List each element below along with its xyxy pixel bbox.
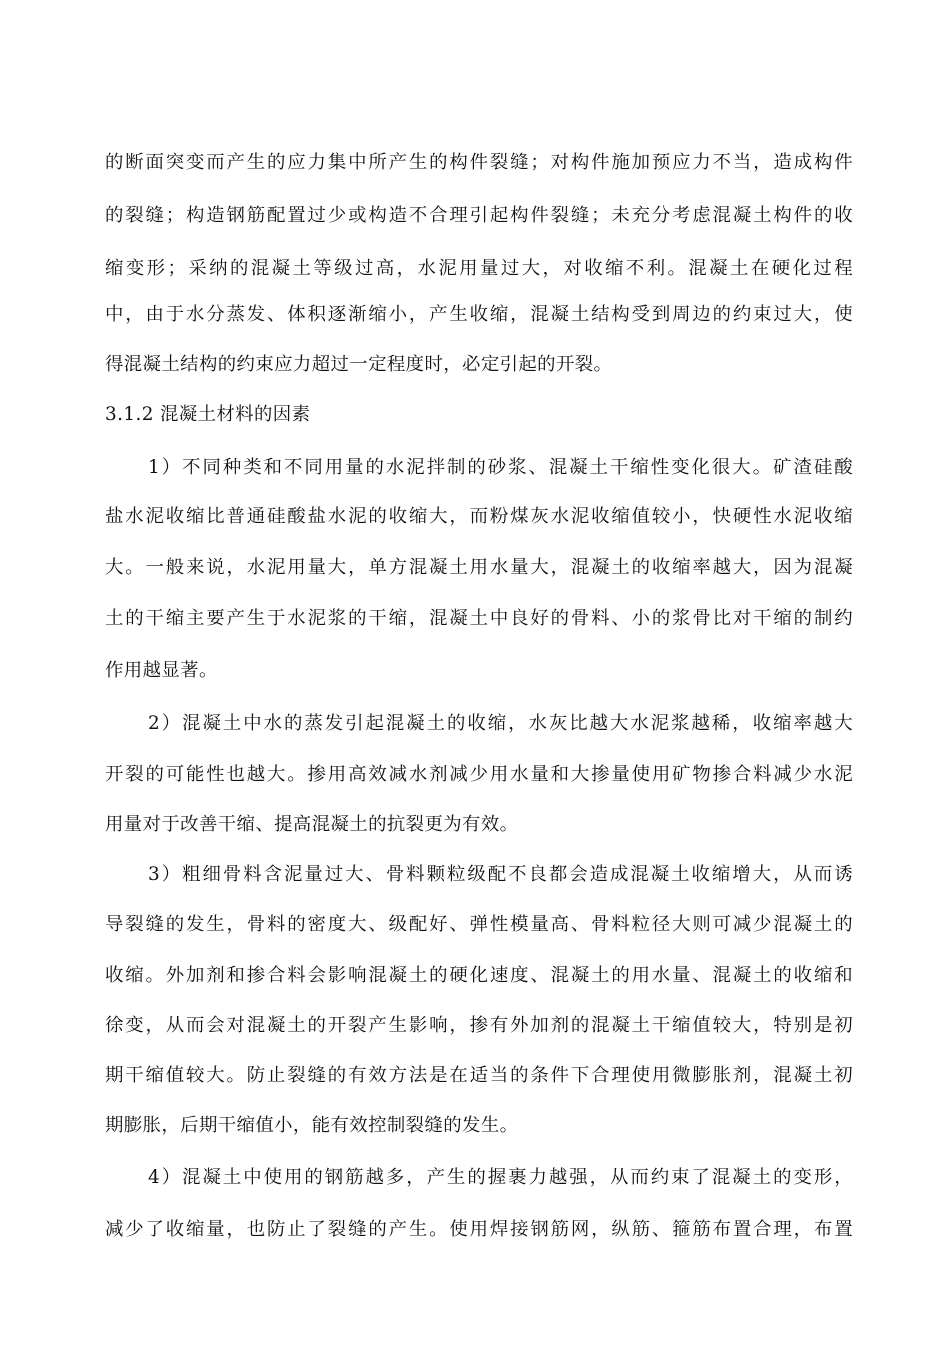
paragraph-line: 作用越显著。 (105, 660, 218, 681)
paragraph-line: 的裂缝；构造钢筋配置过少或构造不合理引起构件裂缝；未充分考虑混凝土构件的收 (105, 205, 853, 226)
paragraph-line: 期膨胀，后期干缩值小，能有效控制裂缝的发生。 (105, 1115, 519, 1136)
paragraph-line: 的断面突变而产生的应力集中所产生的构件裂缝；对构件施加预应力不当，造成构件 (105, 152, 853, 173)
paragraph-first-line: 4）混凝土中使用的钢筋越多，产生的握裹力越强，从而约束了混凝土的变形， (148, 1167, 853, 1188)
paragraph-line: 徐变，从而会对混凝土的开裂产生影响，掺有外加剂的混凝土干缩值较大，特别是初 (105, 1015, 853, 1036)
section-heading: 3.1.2 混凝土材料的因素 (105, 404, 311, 425)
paragraph-line: 导裂缝的发生，骨料的密度大、级配好、弹性模量高、骨料粒径大则可减少混凝土的 (105, 914, 853, 935)
paragraph-line: 期干缩值较大。防止裂缝的有效方法是在适当的条件下合理使用微膨胀剂，混凝土初 (105, 1065, 853, 1086)
paragraph-line: 土的干缩主要产生于水泥浆的干缩，混凝土中良好的骨料、小的浆骨比对干缩的制约 (105, 608, 853, 629)
paragraph-first-line: 1）不同种类和不同用量的水泥拌制的砂浆、混凝土干缩性变化很大。矿渣硅酸 (148, 457, 853, 478)
paragraph-line: 盐水泥收缩比普通硅酸盐水泥的收缩大，而粉煤灰水泥收缩值较小，快硬性水泥收缩 (105, 506, 853, 527)
paragraph-line: 收缩。外加剂和掺合料会影响混凝土的硬化速度、混凝土的用水量、混凝土的收缩和 (105, 965, 853, 986)
paragraph-first-line: 3）粗细骨料含泥量过大、骨料颗粒级配不良都会造成混凝土收缩增大，从而诱 (148, 864, 853, 885)
paragraph-line: 得混凝土结构的约束应力超过一定程度时，必定引起的开裂。 (105, 354, 613, 375)
paragraph-line: 缩变形；采纳的混凝土等级过高，水泥用量过大，对收缩不利。混凝土在硬化过程 (105, 258, 853, 279)
paragraph-line: 开裂的可能性也越大。掺用高效减水剂减少用水量和大掺量使用矿物掺合料减少水泥 (105, 764, 853, 785)
paragraph-first-line: 2）混凝土中水的蒸发引起混凝土的收缩，水灰比越大水泥浆越稀，收缩率越大 (148, 713, 853, 734)
paragraph-line: 中，由于水分蒸发、体积逐渐缩小，产生收缩，混凝土结构受到周边的约束过大，使 (105, 304, 853, 325)
paragraph-line: 减少了收缩量，也防止了裂缝的产生。使用焊接钢筋网，纵筋、箍筋布置合理，布置 (105, 1219, 853, 1240)
paragraph-line: 用量对于改善干缩、提高混凝土的抗裂更为有效。 (105, 814, 519, 835)
paragraph-line: 大。一般来说，水泥用量大，单方混凝土用水量大，混凝土的收缩率越大，因为混凝 (105, 557, 853, 578)
